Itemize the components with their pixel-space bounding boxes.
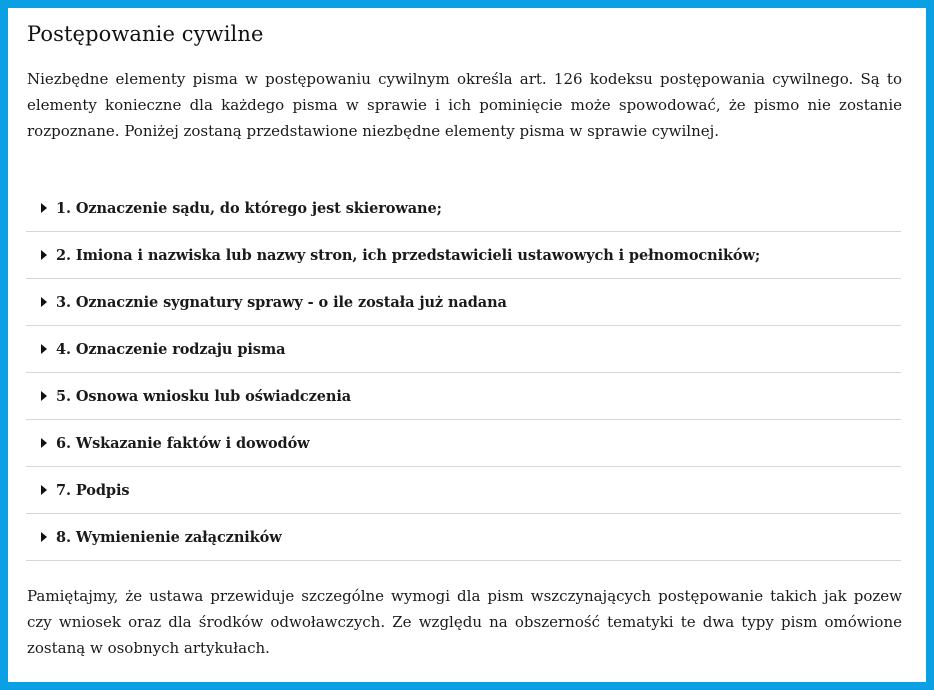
caret-right-icon xyxy=(41,297,47,307)
accordion-item-label: 6. Wskazanie faktów i dowodów xyxy=(56,434,310,452)
outro-paragraph: Pamiętajmy, że ustawa przewiduje szczególne wymogi dla pism wszczynających postępowanie takich jak pozew czy wniosek oraz dla środków odwoławczych. Ze względu na obszerność tematyki te dwa typy pism omówione zostaną w osobnych artykułach. xyxy=(27,587,902,657)
accordion-item-6[interactable] xyxy=(26,420,901,467)
accordion-item-label: 1. Oznaczenie sądu, do którego jest skierowane; xyxy=(56,199,442,217)
caret-right-icon xyxy=(41,485,47,495)
article-card xyxy=(8,8,926,682)
accordion-item-1[interactable] xyxy=(26,185,901,232)
accordion-item-2[interactable] xyxy=(26,232,901,279)
accordion-item-3[interactable] xyxy=(26,279,901,326)
caret-right-icon xyxy=(41,391,47,401)
caret-right-icon xyxy=(41,250,47,260)
requirements-accordion xyxy=(26,185,901,561)
caret-right-icon xyxy=(41,438,47,448)
accordion-item-7[interactable] xyxy=(26,467,901,514)
caret-right-icon xyxy=(41,344,47,354)
intro-paragraph: Niezbędne elementy pisma w postępowaniu cywilnym określa art. 126 kodeksu postępowania cywilnego. Są to elementy konieczne dla każdego pisma w sprawie i ich pominięcie może spowodować, że pismo nie zostanie rozpoznane. Poniżej zostaną przedstawione niezbędne elementy pisma w sprawie cywilnej. xyxy=(27,70,902,140)
accordion-item-label: 2. Imiona i nazwiska lub nazwy stron, ich przedstawicieli ustawowych i pełnomocników; xyxy=(56,246,761,264)
accordion-item-4[interactable] xyxy=(26,326,901,373)
accordion-item-label: 8. Wymienienie załączników xyxy=(56,528,282,546)
accordion-item-8[interactable] xyxy=(26,514,901,561)
accordion-item-5[interactable] xyxy=(26,373,901,420)
accordion-item-label: 5. Osnowa wniosku lub oświadczenia xyxy=(56,387,352,405)
caret-right-icon xyxy=(41,203,47,213)
article-title: Postępowanie cywilne xyxy=(27,22,264,46)
accordion-item-label: 7. Podpis xyxy=(56,481,130,499)
caret-right-icon xyxy=(41,532,47,542)
accordion-item-label: 3. Oznacznie sygnatury sprawy - o ile została już nadana xyxy=(56,293,507,311)
accordion-item-label: 4. Oznaczenie rodzaju pisma xyxy=(56,340,286,358)
